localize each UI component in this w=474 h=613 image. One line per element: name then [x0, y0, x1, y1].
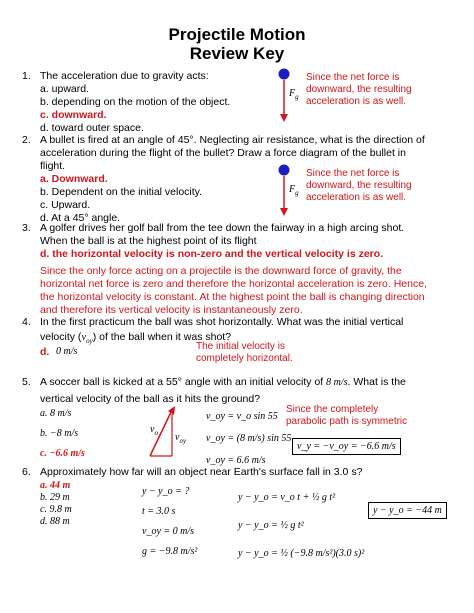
note-1: Since the net force is downward, the resulting acceleration is as well.	[306, 72, 412, 107]
question-3: 3. A golfer drives her golf ball from the tee down the fairway in a high arcing shot. When the ball is at the highest point of its flight d. the horizontal velocity is non-zero and the vertical velocity is zero.	[22, 222, 462, 261]
arrowhead-icon	[280, 208, 288, 216]
q6-equations: y − y_o = v_o t + ½ g t² y − y_o = ½ g t² y − y_o = ½ (−9.8 m/s²)(3.0 s)²	[238, 492, 365, 559]
option-a-answer: a. Downward.	[40, 173, 108, 185]
arrowhead-icon	[280, 114, 288, 122]
arrowhead-icon	[168, 406, 175, 415]
question-4: 4. In the first practicum the ball was shot horizontally. What was the initial vertical velocity $(v_{oy})$ of the ball when it was shot?	[22, 316, 404, 346]
option-c: c. Upward.	[40, 199, 91, 211]
vector-label-fg: $F_g$	[289, 184, 299, 197]
answer-value: 0 m/s	[56, 346, 78, 357]
option-a-answer: a. 44 m	[40, 480, 71, 491]
question-number: 6.	[22, 466, 31, 478]
option-d: d. toward outer space.	[40, 122, 144, 134]
question-number: 2.	[22, 134, 31, 146]
triangle-label-vo: $v_o$	[150, 424, 158, 437]
question-number: 1.	[22, 70, 31, 82]
option-c-answer: c. −6.6 m/s	[40, 448, 85, 459]
note-2: Since the net force is downward, the resulting acceleration is as well.	[306, 168, 412, 203]
note-5: Since the completely parabolic path is symmetric	[286, 404, 408, 427]
ball-icon	[279, 165, 290, 176]
answer-box-5: v_y = −v_oy = −6.6 m/s	[292, 438, 401, 455]
option-c: c. 9.8 m	[40, 504, 72, 515]
question-1	[22, 70, 292, 135]
triangle-label-voy: $v_{oy}$	[175, 432, 187, 445]
option-d: d. At a 45° angle.	[40, 212, 121, 224]
option-c-answer: c. downward.	[40, 109, 107, 121]
answer-d: d. the horizontal velocity is non-zero and the vertical velocity is zero.	[40, 248, 384, 260]
vector-label-fg: $F_g$	[289, 88, 299, 101]
option-b: b. depending on the motion of the object.	[40, 96, 231, 108]
note-4: The initial velocity is completely horizontal.	[196, 341, 293, 364]
page-subtitle: Review Key	[189, 44, 285, 63]
option-b: b. −8 m/s	[40, 428, 79, 439]
question-number: 5.	[22, 376, 31, 388]
option-a: a. upward.	[40, 83, 90, 95]
option-b: b. 29 m	[40, 492, 70, 503]
question-number: 3.	[22, 222, 31, 234]
option-a: a. 8 m/s	[40, 408, 72, 419]
question-5: 5. A soccer ball is kicked at a 55° angle with an initial velocity of 8 m/s. What is the vertical velocity of the ball as it hits the ground?	[22, 376, 406, 405]
question-text: The acceleration due to gravity acts:	[40, 70, 209, 82]
option-b: b. Dependent on the initial velocity.	[40, 186, 203, 198]
option-d: d. 88 m	[40, 516, 70, 527]
q6-options	[40, 480, 72, 528]
q5-options	[40, 404, 85, 464]
q5-equations: v_oy = v_o sin 55 v_oy = (8 m/s) sin 55 v_oy = 6.6 m/s	[206, 411, 292, 466]
answer-d-label: d.	[40, 346, 50, 358]
ball-icon	[279, 69, 290, 80]
answer-box-6: y − y_o = −44 m	[368, 502, 447, 519]
question-2: 2. A bullet is fired at an angle of 45°. Neglecting air resistance, what is the direction of acceleration during the flight of the bullet? Draw a force diagram of the bullet in flight. a. Downward. b. Dependent on the initial velocity. c. Upward. d. At a 45° angle.	[22, 134, 462, 225]
question-number: 4.	[22, 316, 31, 328]
explanation-3: Since the only force acting on a projectile is the downward force of gravity, the horizontal net force is zero and therefore the horizontal acceleration is zero. Hence, the horizontal velocity is constant. At the highest point the ball is changing direction and therefore its vertical velocity is instantaneously zero.	[40, 265, 427, 316]
question-6: 6. Approximately how far will an object near Earth's surface fall in 3.0 s?	[22, 466, 363, 478]
page-title: Projectile Motion	[168, 25, 306, 44]
q6-given: y − y_o = ? t = 3.0 s v_oy = 0 m/s g = −9.8 m/s²	[142, 486, 198, 557]
